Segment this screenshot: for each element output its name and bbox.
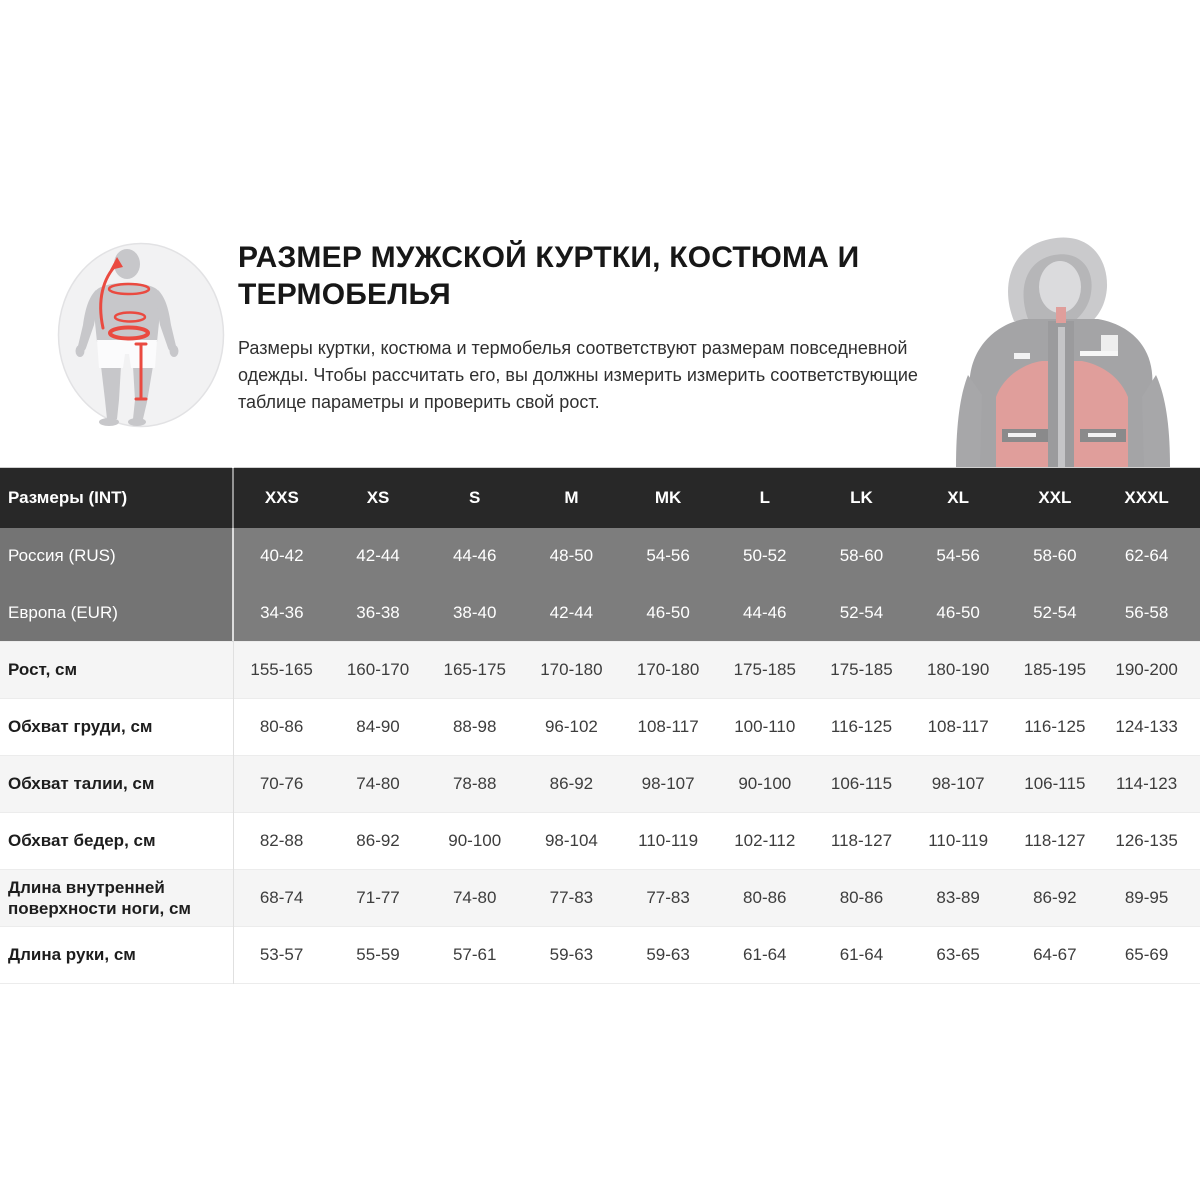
table-header-label: Размеры (INT) [8, 487, 128, 507]
size-value-cell: 58-60 [1033, 546, 1077, 565]
size-value-cell: 57-61 [426, 927, 523, 984]
size-value-cell: 42-44 [356, 546, 400, 565]
body-measurement-icon [57, 242, 225, 428]
table-row [0, 528, 1200, 585]
size-value-cell: 55-59 [330, 927, 427, 984]
size-value-cell: 86-92 [330, 813, 427, 870]
size-value-cell: 58-60 [839, 546, 884, 565]
row-label: Длина внутренней поверхности ноги, см [0, 870, 233, 927]
table-row [0, 870, 1200, 927]
size-value-cell: 114-123 [1103, 756, 1200, 813]
row-label: Обхват талии, см [0, 756, 233, 813]
size-value-cell: 110-119 [620, 813, 717, 870]
size-value-cell: 50-52 [743, 546, 787, 565]
size-value-cell: 98-107 [910, 756, 1007, 813]
size-value-cell: 42-44 [549, 602, 594, 622]
size-value-cell: 185-195 [1007, 642, 1104, 699]
size-value-cell: 63-65 [910, 927, 1007, 984]
size-value-cell: 70-76 [233, 756, 330, 813]
size-value-cell: 36-38 [356, 602, 400, 622]
size-value-cell: 170-180 [523, 642, 620, 699]
size-value-cell: 74-80 [426, 870, 523, 927]
size-value-cell: 175-185 [716, 642, 813, 699]
intro-text [238, 240, 928, 416]
size-value-cell: 98-107 [620, 756, 717, 813]
size-value-cell: 80-86 [813, 870, 910, 927]
table-row [0, 927, 1200, 984]
table-row [0, 756, 1200, 813]
size-value-cell: 44-46 [743, 602, 787, 622]
size-value-cell: 190-200 [1103, 642, 1200, 699]
size-value-cell: 61-64 [716, 927, 813, 984]
size-value-cell: 86-92 [1007, 870, 1104, 927]
size-value-cell: 160-170 [330, 642, 427, 699]
size-value-cell: 116-125 [813, 699, 910, 756]
size-value-cell: 77-83 [523, 870, 620, 927]
row-label: Рост, см [0, 642, 233, 699]
size-value-cell: 102-112 [716, 813, 813, 870]
body-measurement-diagram [57, 242, 225, 428]
size-value-cell: 108-117 [910, 699, 1007, 756]
size-value-cell: 52-54 [1033, 602, 1077, 622]
size-value-cell: 118-127 [813, 813, 910, 870]
size-value-cell: 78-88 [426, 756, 523, 813]
size-value-cell: 54-56 [646, 546, 690, 565]
size-value-cell: 116-125 [1007, 699, 1104, 756]
row-label: Обхват груди, см [0, 699, 233, 756]
size-value-cell: 106-115 [1007, 756, 1104, 813]
size-value-cell: 62-64 [1124, 546, 1169, 565]
size-column-header: XXXL [1124, 487, 1169, 507]
row-label: Европа (EUR) [0, 585, 233, 642]
table-row [0, 585, 1200, 642]
size-value-cell: 83-89 [910, 870, 1007, 927]
size-column-header: S [469, 487, 481, 507]
size-value-cell: 170-180 [620, 642, 717, 699]
size-value-cell: 64-67 [1007, 927, 1104, 984]
size-value-cell: 82-88 [233, 813, 330, 870]
size-value-cell: 118-127 [1007, 813, 1104, 870]
size-value-cell: 90-100 [426, 813, 523, 870]
size-value-cell: 89-95 [1103, 870, 1200, 927]
table-row [0, 813, 1200, 870]
size-value-cell: 54-56 [936, 546, 980, 565]
size-value-cell: 80-86 [716, 870, 813, 927]
size-value-cell: 38-40 [452, 602, 497, 622]
row-label: Длина руки, см [0, 927, 233, 984]
size-value-cell: 80-86 [233, 699, 330, 756]
size-value-cell: 77-83 [620, 870, 717, 927]
size-value-cell: 40-42 [233, 528, 330, 585]
size-value-cell: 46-50 [936, 602, 980, 622]
size-value-cell: 100-110 [716, 699, 813, 756]
size-value-cell: 98-104 [523, 813, 620, 870]
size-value-cell: 175-185 [813, 642, 910, 699]
row-label: Россия (RUS) [0, 528, 233, 585]
size-column-header: XL [947, 487, 970, 507]
size-value-cell: 124-133 [1103, 699, 1200, 756]
size-value-cell: 86-92 [523, 756, 620, 813]
size-value-cell: 106-115 [813, 756, 910, 813]
size-value-cell: 59-63 [620, 927, 717, 984]
size-value-cell: 180-190 [910, 642, 1007, 699]
size-table-body [0, 528, 1200, 984]
size-value-cell: 90-100 [716, 756, 813, 813]
size-value-cell: 96-102 [523, 699, 620, 756]
chest-logo [1101, 335, 1118, 352]
size-value-cell: 155-165 [233, 642, 330, 699]
size-value-cell: 61-64 [813, 927, 910, 984]
size-column-header: L [759, 487, 770, 507]
page-title: РАЗМЕР МУЖСКОЙ КУРТКИ, КОСТЮМА И ТЕРМОБЕЛЬЯ [238, 241, 860, 311]
size-value-cell: 126-135 [1103, 813, 1200, 870]
size-value-cell: 108-117 [620, 699, 717, 756]
row-label: Обхват бедер, см [0, 813, 233, 870]
size-value-cell: 165-175 [426, 642, 523, 699]
size-column-header: M [564, 487, 579, 507]
size-value-cell: 110-119 [910, 813, 1007, 870]
size-table-section [0, 467, 1200, 984]
size-value-cell: 48-50 [549, 546, 594, 565]
size-value-cell: 46-50 [646, 602, 690, 622]
jacket-photo [930, 225, 1200, 467]
size-column-header: XXS [233, 468, 330, 528]
size-value-cell: 74-80 [330, 756, 427, 813]
size-column-header: LK [850, 487, 873, 507]
size-value-cell: 34-36 [233, 585, 330, 642]
size-value-cell: 44-46 [452, 546, 497, 565]
jacket-illustration [930, 225, 1200, 467]
table-header-row [0, 468, 1200, 528]
size-value-cell: 59-63 [523, 927, 620, 984]
size-value-cell: 52-54 [839, 602, 884, 622]
size-value-cell: 71-77 [330, 870, 427, 927]
table-row [0, 699, 1200, 756]
table-row [0, 642, 1200, 699]
size-column-header: XS [366, 487, 390, 507]
size-value-cell: 53-57 [233, 927, 330, 984]
page-description: Размеры куртки, костюма и термобелья соответствуют размерам повседневной одежды. Чтобы рассчитать его, вы должны измерить измерить соответствующие таблице параметры и проверить свой рост. [238, 338, 918, 413]
size-value-cell: 65-69 [1103, 927, 1200, 984]
size-value-cell: 56-58 [1124, 602, 1169, 622]
size-value-cell: 88-98 [426, 699, 523, 756]
size-table [0, 467, 1200, 984]
size-value-cell: 84-90 [330, 699, 427, 756]
size-column-header: MK [654, 487, 682, 507]
size-column-header: XXL [1038, 487, 1072, 507]
size-value-cell: 68-74 [233, 870, 330, 927]
